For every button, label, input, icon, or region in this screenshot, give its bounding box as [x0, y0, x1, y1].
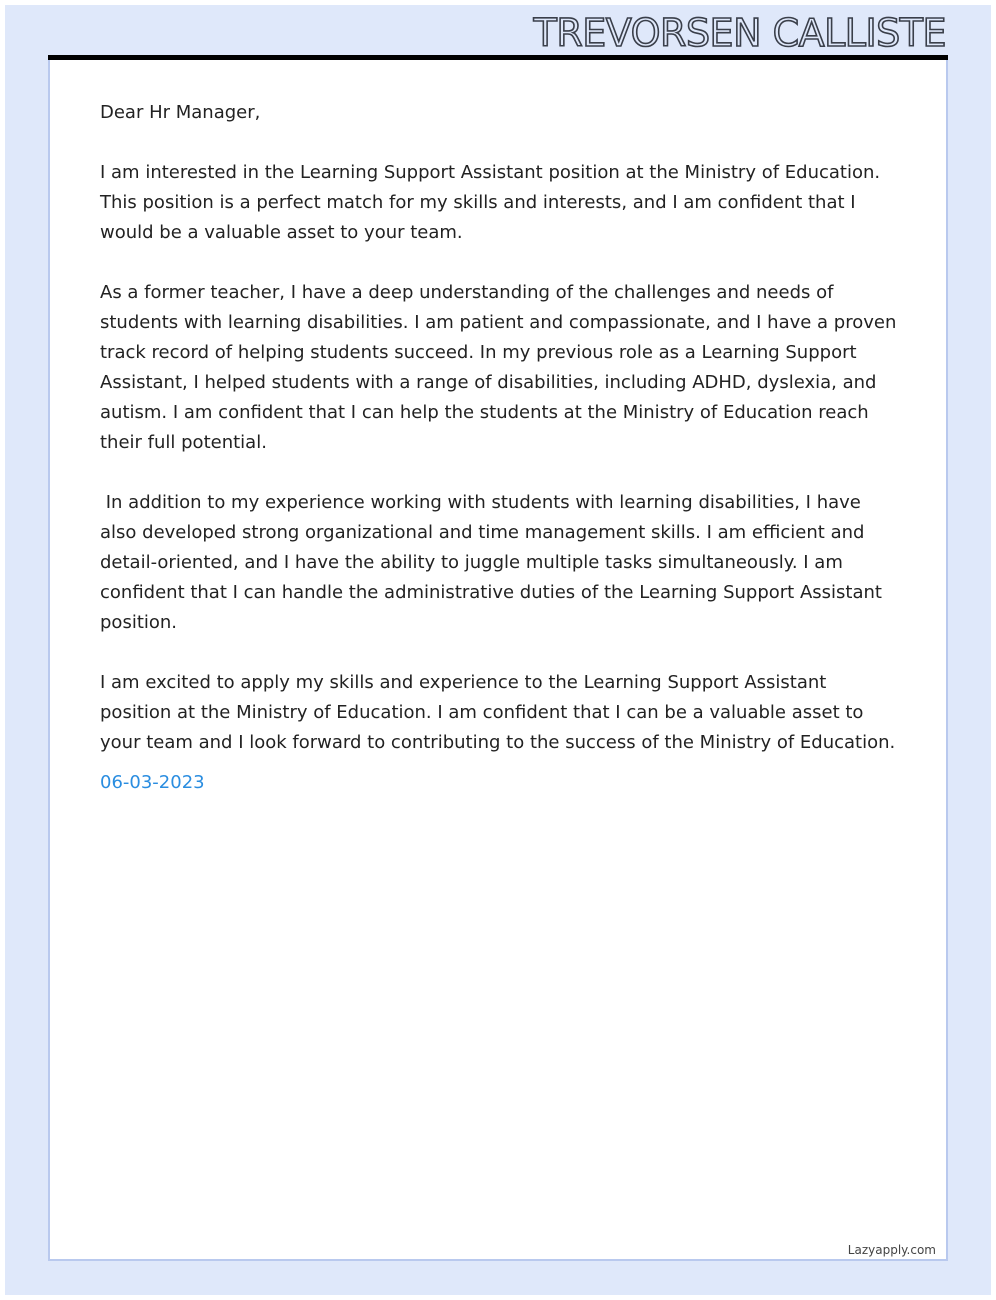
salutation: Dear Hr Manager,	[100, 102, 261, 123]
paragraph-3: In addition to my experience working with students with learning disabilities, I have also developed strong organizational and time management skills. I am efficient and detail-oriented, and I have the ability to juggle multiple tasks simultaneously. I am confident that I can handle the administrative duties of the Learning Support Assistant position.	[100, 492, 888, 633]
applicant-name: TREVORSEN CALLISTE	[533, 11, 946, 55]
letter-date: 06-03-2023	[100, 772, 205, 793]
paragraph-4: I am excited to apply my skills and experience to the Learning Support Assistant position at the Ministry of Education. I am confident that I can be a valuable asset to your team and I look forward to contributing to the success of the Ministry of Education.	[100, 672, 896, 753]
paragraph-1: I am interested in the Learning Support Assistant position at the Ministry of Education. This position is a perfect match for my skills and interests, and I am confident that I would be a valuable asset to your team.	[100, 162, 886, 243]
footer-brand: Lazyapply.com	[847, 1243, 936, 1257]
paragraph-2: As a former teacher, I have a deep understanding of the challenges and needs of students with learning disabilities. I am patient and compassionate, and I have a proven track record of helping students succeed. In my previous role as a Learning Support Assistant, I helped students with a range of disabilities, including ADHD, dyslexia, and autism. I am confident that I can help the students at the Ministry of Education reach their full potential.	[100, 282, 903, 453]
letter-paper	[48, 60, 948, 1261]
letter-body	[100, 98, 903, 798]
